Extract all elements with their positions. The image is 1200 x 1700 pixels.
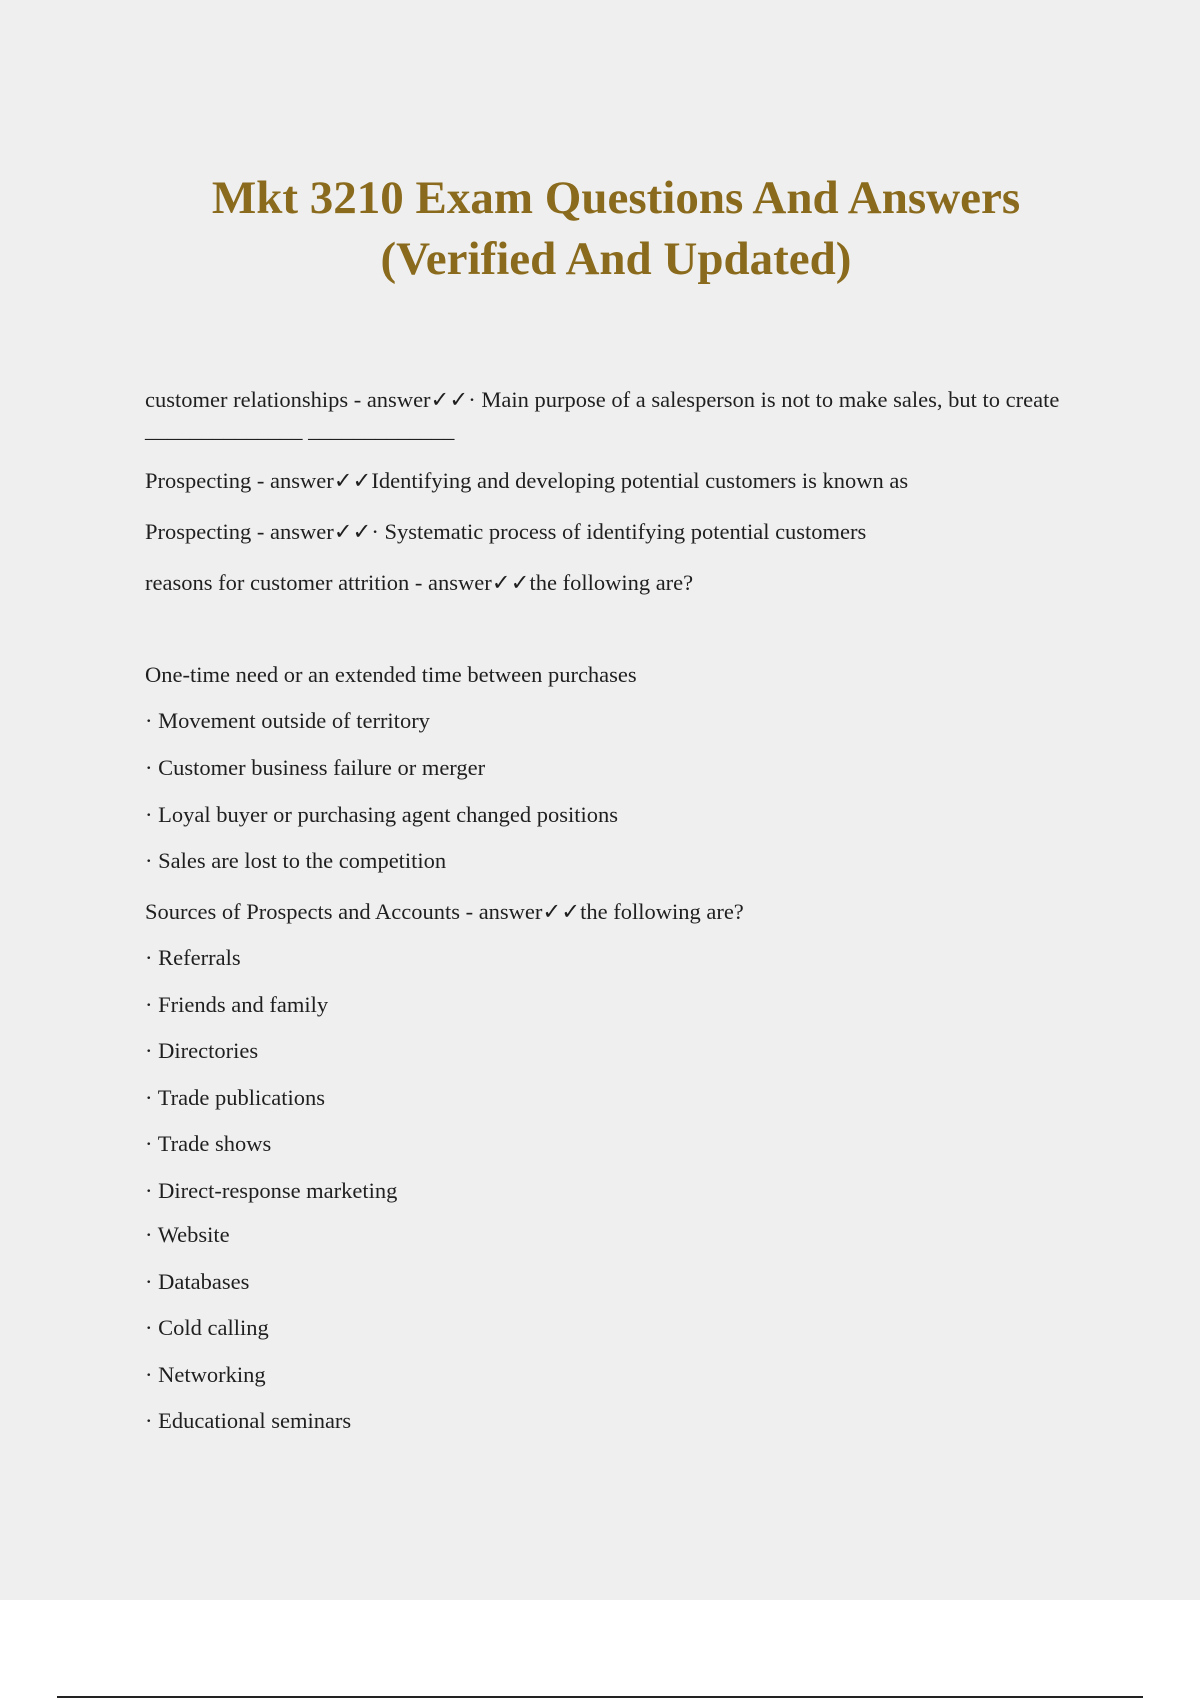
list-item: · Cold calling bbox=[145, 1315, 269, 1340]
list-item: · Website bbox=[145, 1222, 230, 1247]
list-item: · Direct-response marketing bbox=[145, 1178, 398, 1203]
list-item: · Directories bbox=[145, 1038, 259, 1063]
document-title bbox=[120, 168, 1112, 290]
title-line-2: (Verified And Updated) bbox=[380, 233, 852, 285]
title-line-1: Mkt 3210 Exam Questions And Answers bbox=[211, 172, 1021, 224]
list-item: One-time need or an extended time between purchases bbox=[145, 662, 637, 687]
page-bottom-divider bbox=[57, 1696, 1143, 1698]
list-item: · Friends and family bbox=[145, 992, 329, 1017]
list-item: · Movement outside of territory bbox=[145, 708, 430, 733]
qa-item-customer-relationships: customer relationships - answer✓✓· Main purpose of a salesperson is not to make sales, but to create ______________ _____________ bbox=[145, 387, 1060, 442]
list-item: · Referrals bbox=[145, 945, 241, 970]
list-item: · Educational seminars bbox=[145, 1408, 352, 1433]
qa-item-prospecting-definition: Prospecting - answer✓✓Identifying and developing potential customers is known as bbox=[145, 468, 909, 493]
list-item: · Databases bbox=[145, 1269, 250, 1294]
list-item: · Trade shows bbox=[145, 1131, 272, 1156]
list-item: · Sales are lost to the competition bbox=[145, 848, 447, 873]
list-item: · Loyal buyer or purchasing agent changed positions bbox=[145, 802, 618, 827]
qa-item-attrition-reasons: reasons for customer attrition - answer✓✓the following are? bbox=[145, 570, 694, 595]
list-item: · Trade publications bbox=[145, 1085, 325, 1110]
list-item: · Networking bbox=[145, 1362, 266, 1387]
qa-item-sources-of-prospects: Sources of Prospects and Accounts - answer✓✓the following are? bbox=[145, 899, 744, 924]
list-item: · Customer business failure or merger bbox=[145, 755, 486, 780]
qa-item-prospecting-process: Prospecting - answer✓✓· Systematic process of identifying potential customers bbox=[145, 519, 867, 544]
